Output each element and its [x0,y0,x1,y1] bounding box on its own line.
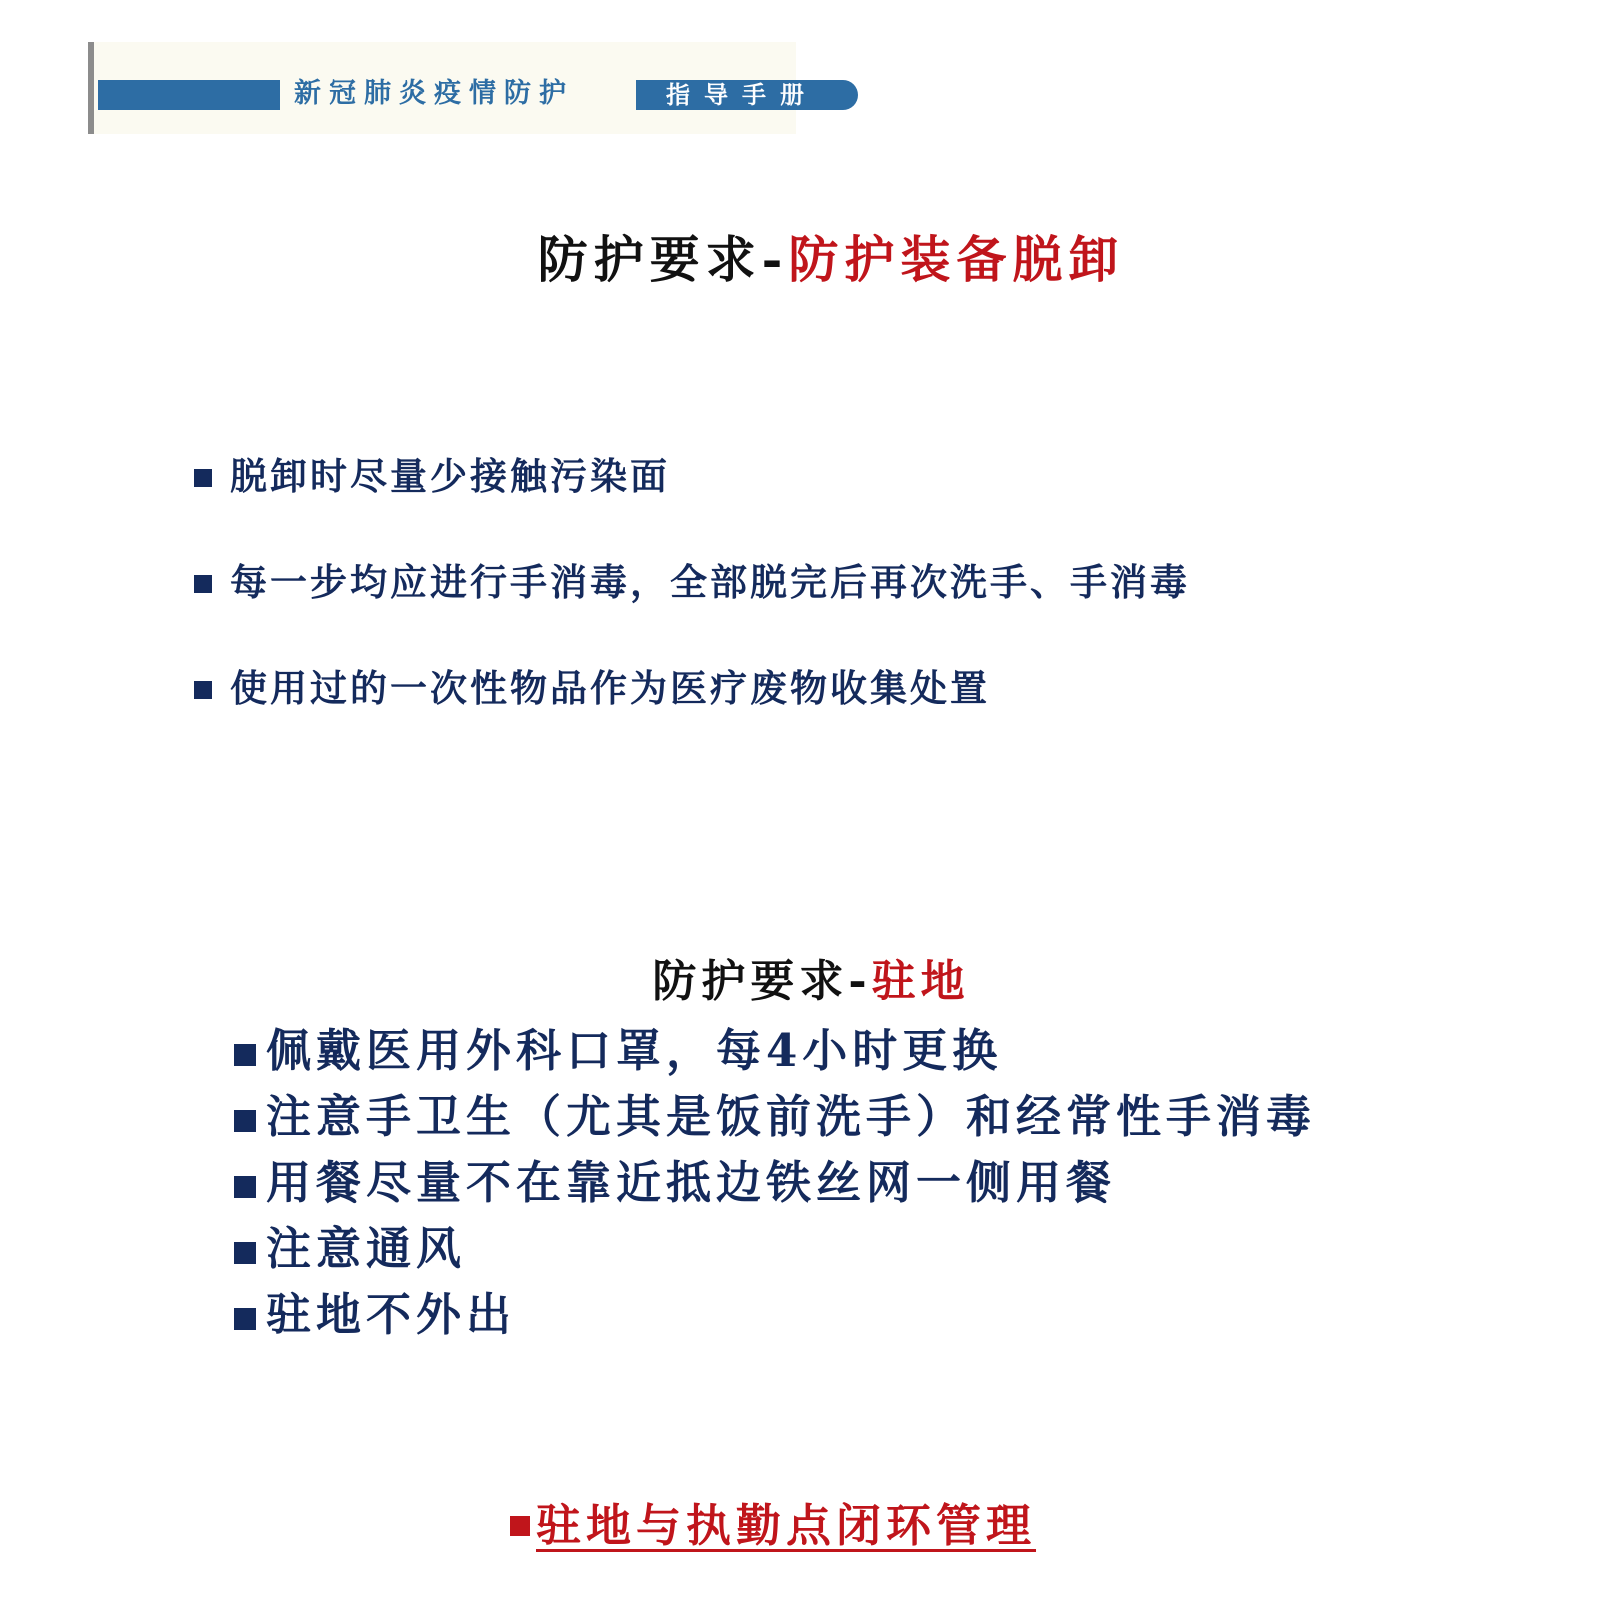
closing-text: 驻地与执勤点闭环管理 [536,1499,1037,1552]
header-banner [88,42,818,134]
closing-statement [510,1494,1036,1558]
banner-badge-label: 指导手册 [666,81,818,109]
list-item [234,1216,1414,1282]
list-item-text: 使用过的一次性物品作为医疗废物收集处置 [230,666,990,710]
list-item-text: 注意手卫生（尤其是饭前洗手）和经常性手消毒 [266,1090,1317,1143]
list-item-text: 驻地不外出 [266,1288,517,1341]
list-item [234,1084,1414,1150]
list-item-text: 注意通风 [266,1222,467,1275]
section1-list [194,448,1190,766]
section2-heading-highlight: 驻地 [871,956,970,1007]
square-bullet-icon [234,1176,256,1198]
list-item [194,448,1190,554]
section1-heading [0,220,1622,292]
list-item [234,1282,1414,1348]
square-bullet-icon [234,1110,256,1132]
banner-color-block [98,80,280,110]
section1-heading-highlight: 防护装备脱卸 [788,230,1125,289]
list-item-text: 佩戴医用外科口罩，每4小时更换 [266,1024,1003,1077]
section2-heading [0,945,1622,1009]
section2-list [234,1018,1414,1348]
banner-badge [636,80,858,110]
square-bullet-icon [234,1308,256,1330]
square-bullet-icon [194,575,212,593]
list-item-text: 每一步均应进行手消毒，全部脱完后再次洗手、手消毒 [230,560,1190,604]
list-item [194,660,1190,766]
list-item [194,554,1190,660]
list-item-text: 用餐尽量不在靠近抵边铁丝网一侧用餐 [266,1156,1117,1209]
square-bullet-icon [194,469,212,487]
banner-title: 新冠肺炎疫情防护 [294,78,574,109]
red-square-bullet-icon [510,1516,530,1536]
square-bullet-icon [234,1044,256,1066]
square-bullet-icon [194,681,212,699]
list-item-text: 脱卸时尽量少接触污染面 [230,454,670,498]
section2-heading-prefix: 防护要求- [652,956,872,1007]
square-bullet-icon [234,1242,256,1264]
list-item [234,1018,1414,1084]
section1-heading-prefix: 防护要求- [537,230,789,289]
banner-divider [88,42,94,134]
list-item [234,1150,1414,1216]
